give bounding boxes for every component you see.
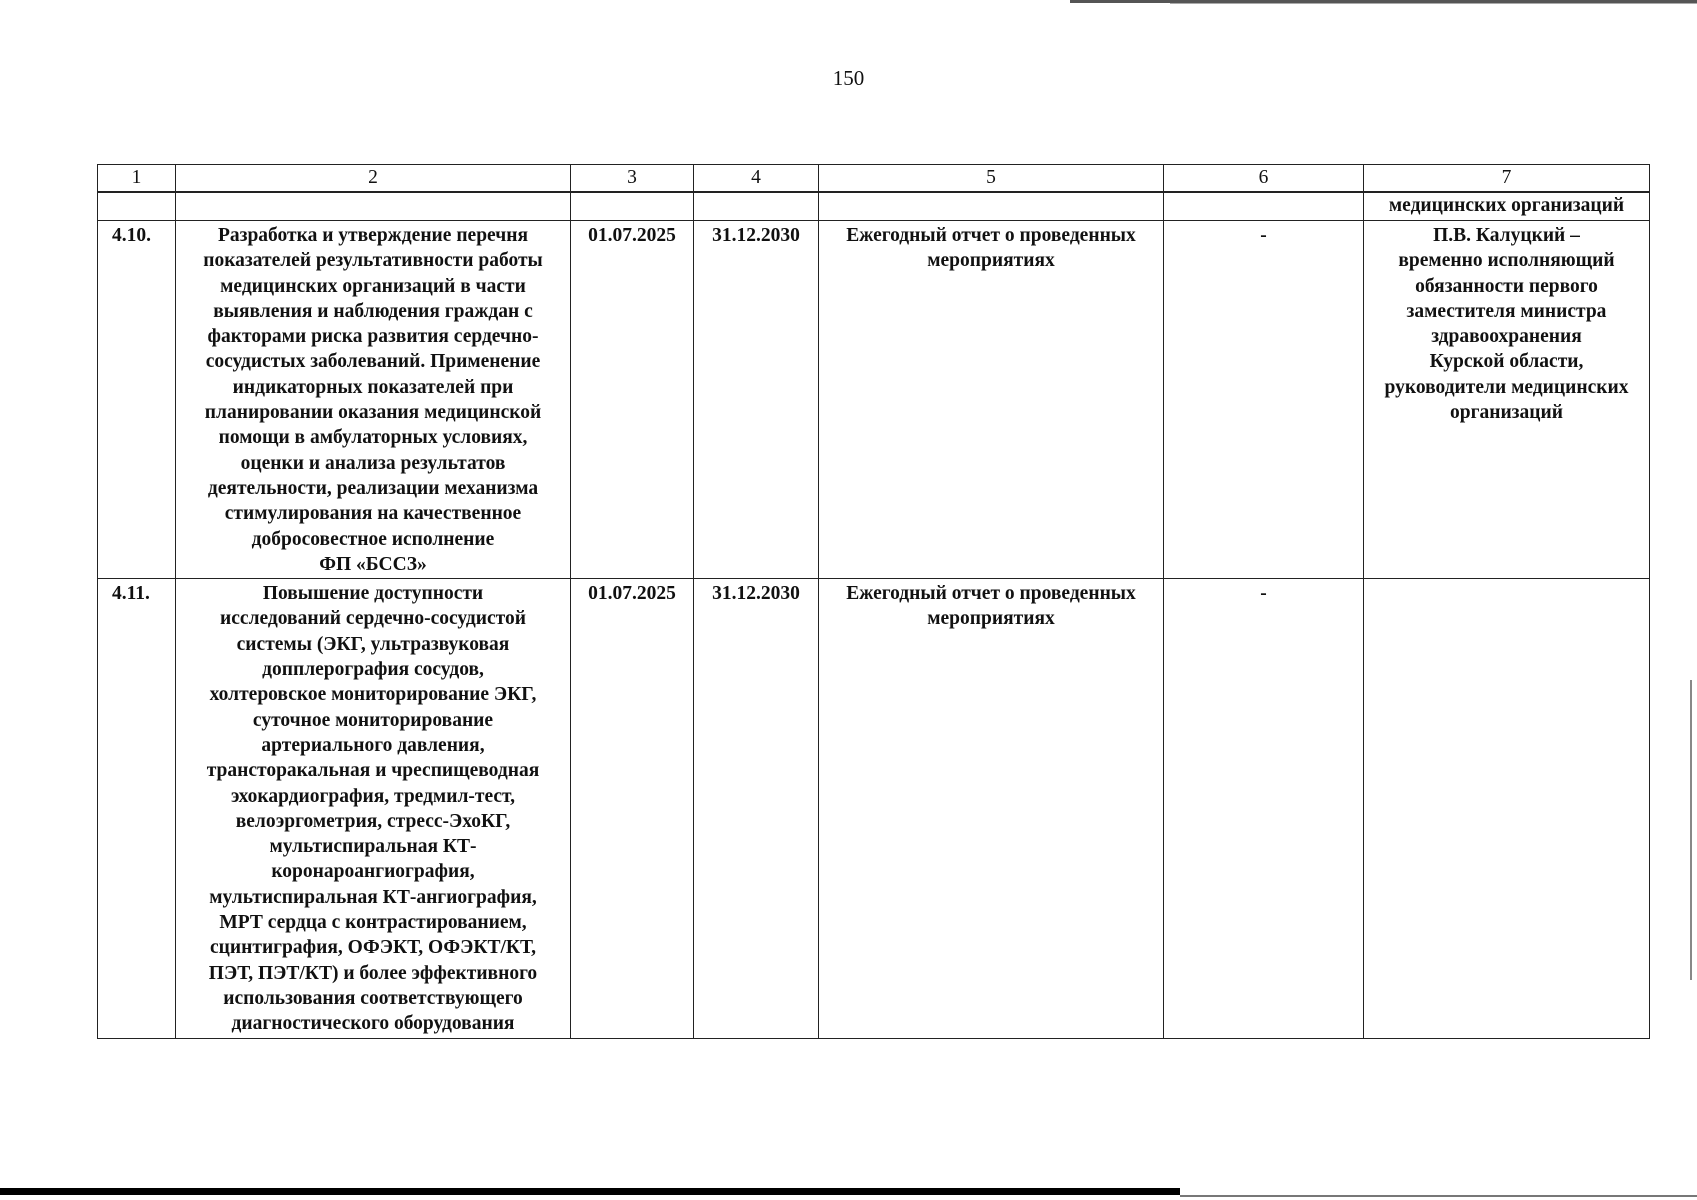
continuation-row — [98, 192, 1650, 221]
table-row — [98, 221, 1650, 579]
cell-line: мультиспиральная КТ- — [269, 836, 477, 858]
header-cell-2: 2 — [176, 165, 571, 193]
cell-line: исследований сердечно-сосудистой — [220, 608, 526, 630]
cell-line: мультиспиральная КТ-ангиография, — [209, 886, 537, 908]
table-header-row — [98, 165, 1650, 193]
cell-line: организаций — [1450, 402, 1563, 424]
cell-line: стимулирования на качественное — [224, 503, 522, 525]
header-cell-3: 3 — [571, 165, 694, 193]
cell-line: Ежегодный отчет о проведенных — [846, 225, 1136, 246]
cell-line: Курской области, — [1429, 351, 1584, 373]
row-col6: - — [1164, 221, 1364, 579]
cell-line: обязанности первого — [1415, 275, 1598, 297]
row-number: 4.10. — [98, 221, 176, 579]
cell-line: использования соответствующего — [223, 987, 523, 1009]
cell-line: суточное мониторирование — [252, 709, 494, 731]
cell-line: Ежегодный отчет о проведенных — [846, 583, 1136, 605]
cell-line: системы (ЭКГ, ультразвуковая — [236, 633, 510, 655]
cell-line: оценки и анализа результатов — [240, 452, 506, 474]
cell-line: мероприятиях — [927, 608, 1055, 630]
cell-line: медицинских организаций в части — [220, 275, 526, 297]
continuation-cell-5 — [819, 192, 1164, 221]
row-number: 4.11. — [98, 579, 176, 1038]
cell-line: артериального давления, — [261, 734, 485, 756]
scan-right-edge — [1690, 680, 1692, 980]
row-description — [176, 221, 571, 579]
scan-bottom-edge — [0, 1188, 1180, 1195]
cell-line: сосудистых заболеваний. Применение — [205, 351, 541, 373]
scan-top-edge-line — [1170, 3, 1697, 4]
row-result — [819, 221, 1164, 579]
cell-line: трансторакальная и чреспищеводная — [206, 760, 540, 782]
header-cell-1: 1 — [98, 165, 176, 193]
scan-bottom-edge-line — [1180, 1195, 1697, 1197]
header-cell-7: 7 — [1364, 165, 1650, 193]
cell-line: мероприятиях — [927, 250, 1055, 272]
row-description — [176, 579, 571, 1038]
cell-line: временно исполняющий — [1398, 250, 1615, 272]
cell-line: факторами риска развития сердечно- — [207, 326, 539, 348]
cell-line: помощи в амбулаторных условиях, — [218, 427, 528, 449]
cell-line: выявления и наблюдения граждан с — [213, 300, 533, 322]
cell-line: велоэргометрия, стресс-ЭхоКГ, — [235, 810, 511, 832]
continuation-cell-7: медицинских организаций — [1364, 192, 1650, 221]
cell-line: деятельности, реализации механизма — [207, 477, 539, 499]
cell-line: индикаторных показателей при — [232, 376, 514, 398]
table-row — [98, 579, 1650, 1038]
cell-line: П.В. Калуцкий – — [1433, 225, 1580, 246]
header-cell-4: 4 — [694, 165, 819, 193]
row-end-date: 31.12.2030 — [694, 221, 819, 579]
row-responsible — [1364, 579, 1650, 1038]
row-col6: - — [1164, 579, 1364, 1038]
cell-line: ПЭТ, ПЭТ/КТ) и более эффективного — [208, 962, 538, 984]
row-end-date: 31.12.2030 — [694, 579, 819, 1038]
plan-table — [97, 164, 1650, 1039]
cell-line: заместителя министра — [1406, 300, 1607, 322]
cell-line: эхокардиография, тредмил-тест, — [230, 785, 516, 807]
row-responsible — [1364, 221, 1650, 579]
cell-line: здравоохранения — [1431, 326, 1582, 348]
row-result — [819, 579, 1164, 1038]
continuation-cell-6 — [1164, 192, 1364, 221]
cell-line: МРТ сердца с контрастированием, — [219, 912, 527, 934]
cell-line: Разработка и утверждение перечня — [217, 225, 529, 246]
cell-line: холтеровское мониторирование ЭКГ, — [209, 684, 537, 706]
header-cell-6: 6 — [1164, 165, 1364, 193]
cell-line: сцинтиграфия, ОФЭКТ, ОФЭКТ/КТ, — [210, 937, 536, 959]
row-start-date: 01.07.2025 — [571, 579, 694, 1038]
cell-line: Повышение доступности — [262, 583, 484, 605]
cell-line: показателей результативности работы — [203, 250, 543, 272]
cell-line: планировании оказания медицинской — [204, 402, 542, 424]
continuation-cell-3 — [571, 192, 694, 221]
cell-line: руководители медицинских — [1384, 376, 1629, 398]
cell-line: допплерография сосудов, — [262, 659, 484, 681]
continuation-cell-4 — [694, 192, 819, 221]
cell-line: коронароангиография, — [271, 861, 475, 883]
continuation-cell-1 — [98, 192, 176, 221]
page-number: 150 — [832, 66, 865, 90]
continuation-cell-2 — [176, 192, 571, 221]
row-start-date: 01.07.2025 — [571, 221, 694, 579]
cell-line: ФП «БССЗ» — [319, 553, 427, 575]
header-cell-5: 5 — [819, 165, 1164, 193]
cell-line: добросовестное исполнение — [251, 528, 495, 550]
cell-line: диагностического оборудования — [231, 1013, 515, 1035]
